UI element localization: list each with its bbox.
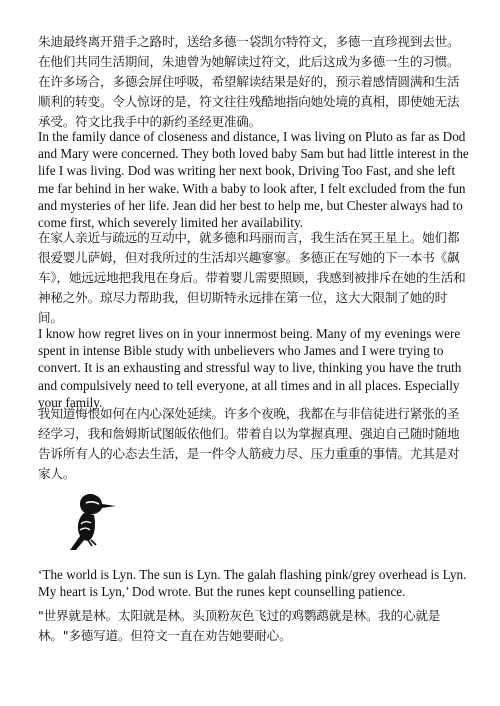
paragraph-english-pluto: In the family dance of closeness and distance, I was living on Pluto as far as Dod and Mary were concerned. They both loved baby Sam but had little interest in the life I was living. Dod was writing her next book, Driving Too Fast, and she left me far behind in her wake. With a baby to look after, I felt excluded from the fun and mysteries of her life. Jean did her best to help me, but Chester always had to come first, which severely limited her availability. xyxy=(38,129,469,231)
paragraph-english-lyn: ‘The world is Lyn. The sun is Lyn. The galah flashing pink/grey overhead is Lyn. My heart is Lyn,’ Dod wrote. But the runes kept counselling patience. xyxy=(38,567,467,600)
paragraph-english-regret: I know how regret lives on in your innermost being. Many of my evenings were spent in intense Bible study with unbelievers who James and I were trying to convert. It is an exhausting and stressful way to live, thinking you have the truth and compulsively need to tell everyone, at all times and in all places. Especially your family. xyxy=(38,326,462,410)
paragraph-chinese-pluto: 在家人亲近与疏远的互动中，就多德和玛丽而言，我生活在冥王星上。她们都很爱婴儿萨姆，但对我所过的生活却兴趣寥寥。多德正在写她的下一本书《飙车》，她远远地把我甩在身后。带着婴儿需要照顾，我感到被排斥在她的生活和神秘之外。琼尽力帮助我，但切斯特永远排在第一位，这大大限制了她的时间。 xyxy=(38,230,466,325)
paragraph-chinese-runes: 朱迪最终离开猎手之路时，送给多德一袋凯尔特符文，多德一直珍视到去世。在他们共同生活期间，朱迪曾为她解读过符文，此后这成为多德一生的习惯。在许多场合，多德会屏住呼吸，希望解读结果是好的，预示着感情圆满和生活顺利的转变。令人惊讶的是，符文往往残酷地指向她处境的真相，即使她无法承受。符文比我手中的新约圣经更准确。 xyxy=(38,34,460,129)
kookaburra-bird-icon xyxy=(66,486,122,552)
paragraph-chinese-lyn: "世界就是林。太阳就是林。头顶粉灰色飞过的鸡鹦鹉就是林。我的心就是林。"多德写道。但符文一直在劝告她要耐心。 xyxy=(38,608,441,643)
paragraph-chinese-regret: 我知道悔恨如何在内心深处延续。许多个夜晚，我都在与非信徒进行紧张的圣经学习，我和詹姆斯试图皈依他们。带着自以为掌握真理、强迫自己随时随地告诉所有人的心态去生活，是一件令人筋疲力尽、压力重重的事情。尤其是对家人。 xyxy=(38,406,460,481)
